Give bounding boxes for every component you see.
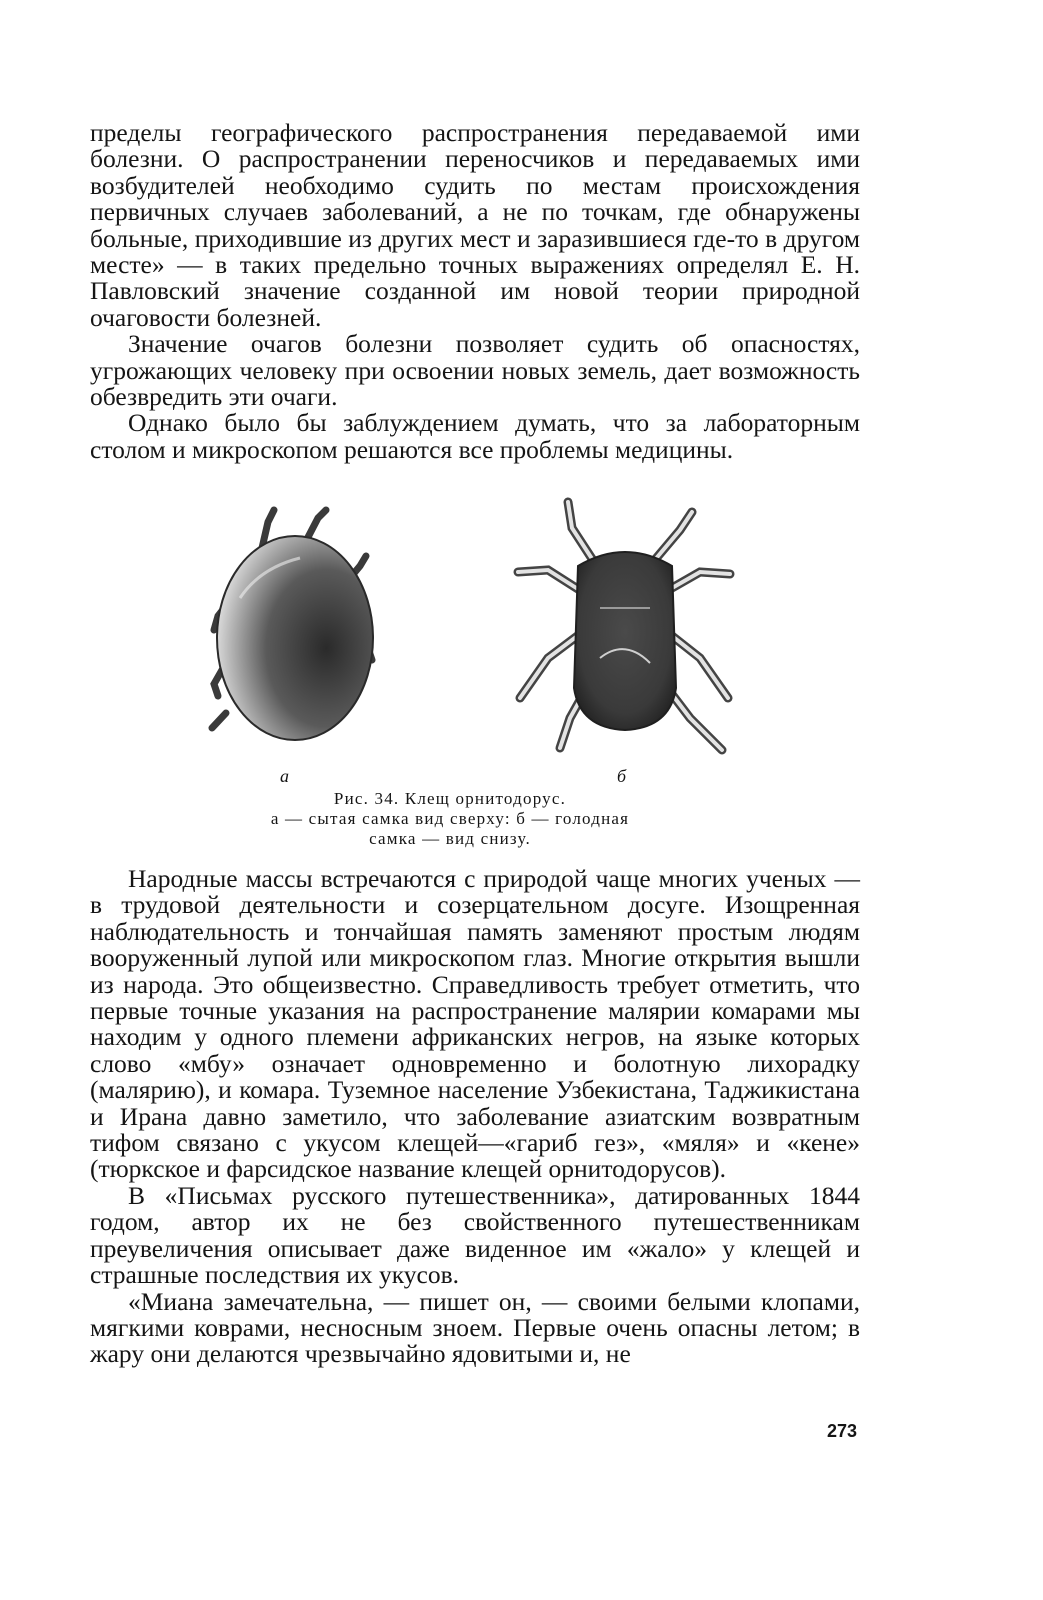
paragraph: В «Письмах русского путешественника», датированных 1844 годом, автор их не без свойственного путешественникам преувеличения описывает даже виденное им «жало» у клещей и страшные последствия их укусов. <box>90 1180 860 1290</box>
paragraph: Однако было бы заблуждением думать, что за лабораторным столом и микроскопом решаются все проблемы медицины. <box>90 408 860 464</box>
text-block-top <box>90 120 860 463</box>
tick-b-drawing <box>518 502 730 750</box>
figure-caption-line: а — сытая самка вид сверху: б — голодная <box>270 809 630 828</box>
figure-label-a: а <box>280 766 289 786</box>
tick-a-drawing <box>212 510 373 740</box>
figure-caption-line: самка — вид снизу. <box>369 829 531 848</box>
figure-caption-title: Рис. 34. Клещ орнитодорус. <box>333 789 567 808</box>
text-block-bottom <box>90 866 860 1368</box>
page-number: 273 <box>826 1421 857 1441</box>
paragraph: «Миана замечательна, — пишет он, — своими белыми клопами, мягкими коврами, несносным зноем. Первые очень опасны летом; в жару они делаются чрезвычайно ядовитыми и, не <box>90 1286 860 1369</box>
tick-illustrations <box>0 488 1043 768</box>
figure-label-b: б <box>617 766 627 786</box>
paragraph: пределы географического распространения передаваемой ими болезни. О распространении переносчиков и передаваемых ими возбудителей необходимо судить по местам происхождения первичных случаев заболеваний, а не по точкам, где обнаружены больные, приходившие из других мест и заразившиеся где-то в другом месте» — в таких предельно точных выражениях определял Е. Н. Павловский значение созданной им новой теории природной очаговости болезней. <box>90 118 860 332</box>
paragraph: Значение очагов болезни позволяет судить об опасностях, угрожающих человеку при освоении новых земель, дает возможность обезвредить эти очаги. <box>90 329 860 412</box>
paragraph: Народные массы встречаются с природой чаще многих ученых — в трудовой деятельности и созерцательном досуге. Изощренная наблюдательность и тончайшая память заменяют простым людям вооруженный лупой или микроскопом глаз. Многие открытия вышли из народа. Это общеизвестно. Справедливость требует отметить, что первые точные указания на распространение малярии комарами мы находим у одного племени африканских негров, на языке которых слово «мбу» означает одновременно и болотную лихорадку (малярию), и комара. Туземное население Узбекистана, Таджикистана и Ирана давно заметило, что заболевание азиатским возвратным тифом связано с укусом клещей—«гариб гез», «мяля» и «кене» (тюркское и фарсидское название клещей орнитодорусов). <box>90 864 860 1184</box>
